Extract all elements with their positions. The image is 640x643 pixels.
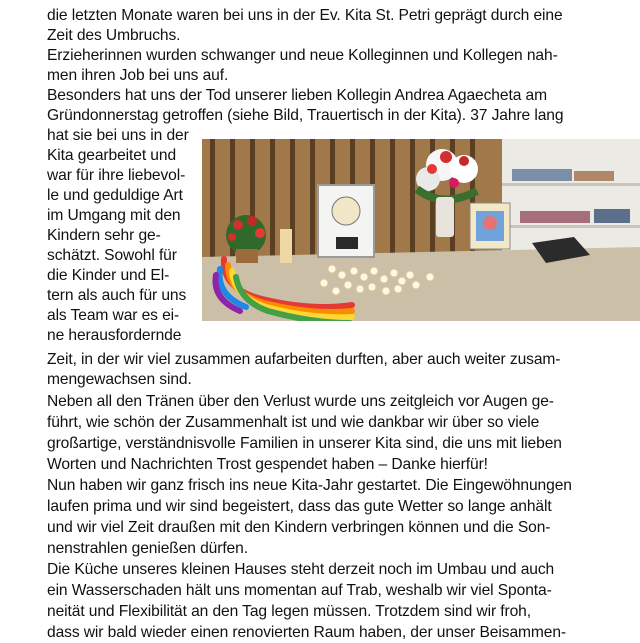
vase xyxy=(436,197,454,237)
text-line: als Team war es ei- xyxy=(47,307,180,324)
text-line: Zeit, in der wir viel zusammen aufarbeiten durften, aber auch weiter zusam- xyxy=(47,351,561,368)
shelf-books xyxy=(520,211,590,223)
text-line: Nun haben wir ganz frisch ins neue Kita-Jahr gestartet. Die Eingewöhnungen xyxy=(47,477,572,494)
text-line: tern als auch für uns xyxy=(47,287,187,304)
text-line: Kindern sehr ge- xyxy=(47,227,161,244)
text-line: großartige, verständnisvolle Familien in unserer Kita sind, die uns mit lieben xyxy=(47,435,562,452)
text-line: ein Wasserschaden hält uns momentan auf Trab, weshalb wir viel Sponta- xyxy=(47,582,552,599)
text-line: ne herausfordernde xyxy=(47,327,182,344)
memorial-table-illustration xyxy=(202,139,640,321)
text-line: hat sie bei uns in der xyxy=(47,127,189,144)
text-line: Kita gearbeitet und xyxy=(47,147,177,164)
text-line: nenstrahlen genießen dürfen. xyxy=(47,540,248,557)
text-line: die letzten Monate waren bei uns in der Ev. Kita St. Petri geprägt durch eine xyxy=(47,7,563,24)
shelf-books xyxy=(512,169,572,181)
name-card xyxy=(336,237,358,249)
text-line: Erzieherinnen wurden schwanger und neue Kolleginnen und Kollegen nah- xyxy=(47,47,558,64)
text-line: Zeit des Umbruchs. xyxy=(47,27,181,44)
text-line: führt, wie schön der Zusammenhalt ist und wie dankbar wir über so viele xyxy=(47,414,540,431)
text-line: Neben all den Tränen über den Verlust wurde uns zeitgleich vor Augen ge- xyxy=(47,393,554,410)
candle xyxy=(280,229,292,263)
text-line: die Kinder und El- xyxy=(47,267,170,284)
text-line: laufen prima und wir sind begeistert, dass das gute Wetter so lange anhält xyxy=(47,498,552,515)
text-line: Besonders hat uns der Tod unserer lieben Kollegin Andrea Agaecheta am xyxy=(47,87,547,104)
text-line: men ihren Job bei uns auf. xyxy=(47,67,229,84)
text-line: Gründonnerstag getroffen (siehe Bild, Trauertisch in der Kita). 37 Jahre lang xyxy=(47,107,564,124)
text-line: schätzt. Sowohl für xyxy=(47,247,177,264)
text-line: im Umgang mit den xyxy=(47,207,181,224)
text-line: war für ihre liebevol- xyxy=(47,167,186,184)
text-line: le und geduldige Art xyxy=(47,187,183,204)
text-line: neität und Flexibilität an den Tag legen müssen. Trotzdem sind wir froh, xyxy=(47,603,531,620)
memorial-table-photo xyxy=(202,139,640,321)
text-line: und wir viel Zeit draußen mit den Kindern verbringen können und die Son- xyxy=(47,519,551,536)
text-line: dass wir bald wieder einen renovierten Raum haben, der unser Beisammen- xyxy=(47,624,567,641)
text-line: Die Küche unseres kleinen Hauses steht derzeit noch im Umbau und auch xyxy=(47,561,555,578)
text-line: Worten und Nachrichten Trost gespendet haben – Danke hierfür! xyxy=(47,456,488,473)
text-line: mengewachsen sind. xyxy=(47,371,192,388)
